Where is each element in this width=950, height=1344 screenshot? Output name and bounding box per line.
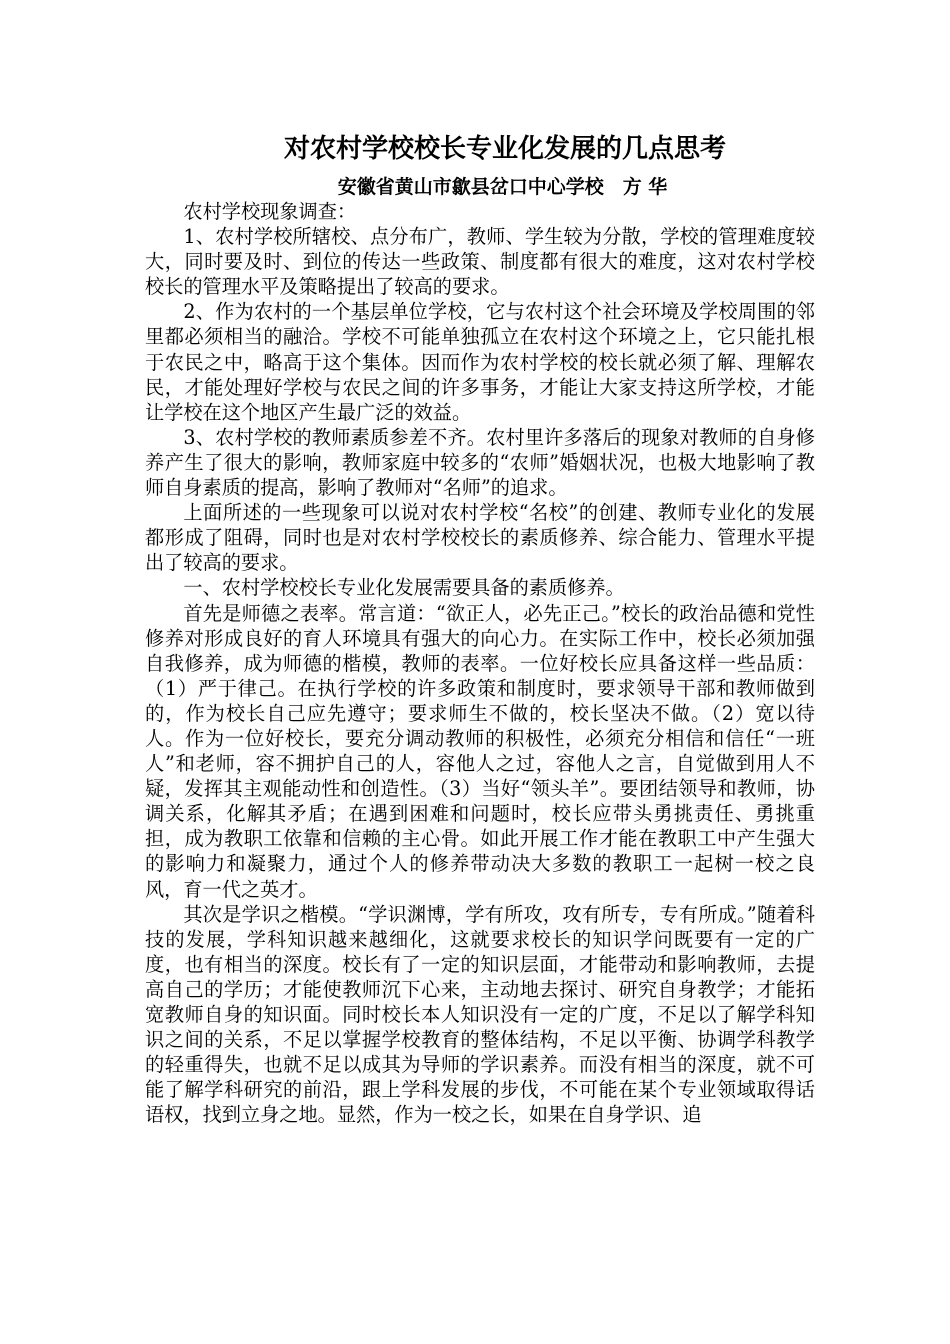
paragraph-survey-item-1: 1、农村学校所辖校、点分布广，教师、学生较为分散，学校的管理难度较大，同时要及时、到位的传达一些政策、制度都有很大的难度，这对农村学校校长的管理水平及策略提出了较高的要求。	[145, 225, 815, 299]
section-heading-1: 一、农村学校校长专业化发展需要具备的素质修养。	[183, 576, 625, 600]
paragraph-ethics: 首先是师德之表率。常言道：“欲正人，必先正己。”校长的政治品德和党性修养对形成良好的育人环境具有强大的向心力。在实际工作中，校长必须加强自我修养，成为师德的楷模，教师的表率。一位好校长应具备这样一些品质：（1）严于律己。在执行学校的许多政策和制度时，要求领导干部和教师做到的，作为校长自己应先遵守；要求师生不做的，校长坚决不做。（2）宽以待人。作为一位好校长，要充分调动教师的积极性，必须充分相信和信任“一班人”和老师，容不拥护自己的人，容他人之过，容他人之言，自觉做到用人不疑，发挥其主观能动性和创造性。（3）当好“领头羊”。要团结领导和教师，协调关系，化解其矛盾；在遇到困难和问题时，校长应带头勇挑责任、勇挑重担，成为教职工依靠和信赖的主心骨。如此开展工作才能在教职工中产生强大的影响力和凝聚力，通过个人的修养带动决大多数的教职工一起树一校之良风，育一代之英才。	[145, 601, 815, 901]
paragraph-summary: 上面所述的一些现象可以说对农村学校“名校”的创建、教师专业化的发展都形成了阻碍，同时也是对农村学校校长的素质修养、综合能力、管理水平提出了较高的要求。	[145, 501, 815, 575]
paragraph-knowledge: 其次是学识之楷模。“学识渊博，学有所攻，攻有所专，专有所成。”随着科技的发展，学科知识越来越细化，这就要求校长的知识学问既要有一定的广度，也有相当的深度。校长有了一定的知识层面，才能带动和影响教师，去提高自己的学历；才能使教师沉下心来，主动地去探讨、研究自身教学；才能拓宽教师自身的知识面。同时校长本人知识没有一定的广度，不足以了解学科知识之间的关系，不足以掌握学校教育的整体结构，不足以平衡、协调学科教学的轻重得失，也就不足以成其为导师的学识素养。而没有相当的深度，就不可能了解学科研究的前沿，跟上学科发展的步伐，不可能在某个专业领域取得话语权，找到立身之地。显然，作为一校之长，如果在自身学识、追	[145, 902, 815, 1127]
paragraph-survey-heading: 农村学校现象调查：	[183, 200, 357, 223]
document-author: 安徽省黄山市歙县岔口中心学校 方 华	[337, 176, 668, 198]
document-body	[145, 199, 815, 1127]
document-title: 对农村学校校长专业化发展的几点思考	[283, 134, 726, 164]
paragraph-survey-item-3: 3、农村学校的教师素质参差不齐。农村里许多落后的现象对教师的自身修养产生了很大的影响，教师家庭中较多的“农师”婚姻状况，也极大地影响了教师自身素质的提高，影响了教师对“名师”的追求。	[145, 425, 815, 500]
paragraph-survey-item-2: 2、作为农村的一个基层单位学校，它与农村这个社会环境及学校周围的邻里都必须相当的融洽。学校不可能单独孤立在农村这个环境之上，它只能扎根于农民之中，略高于这个集体。因而作为农村学校的校长就必须了解、理解农民，才能处理好学校与农民之间的许多事务，才能让大家支持这所学校，才能让学校在这个地区产生最广泛的效益。	[145, 300, 815, 424]
